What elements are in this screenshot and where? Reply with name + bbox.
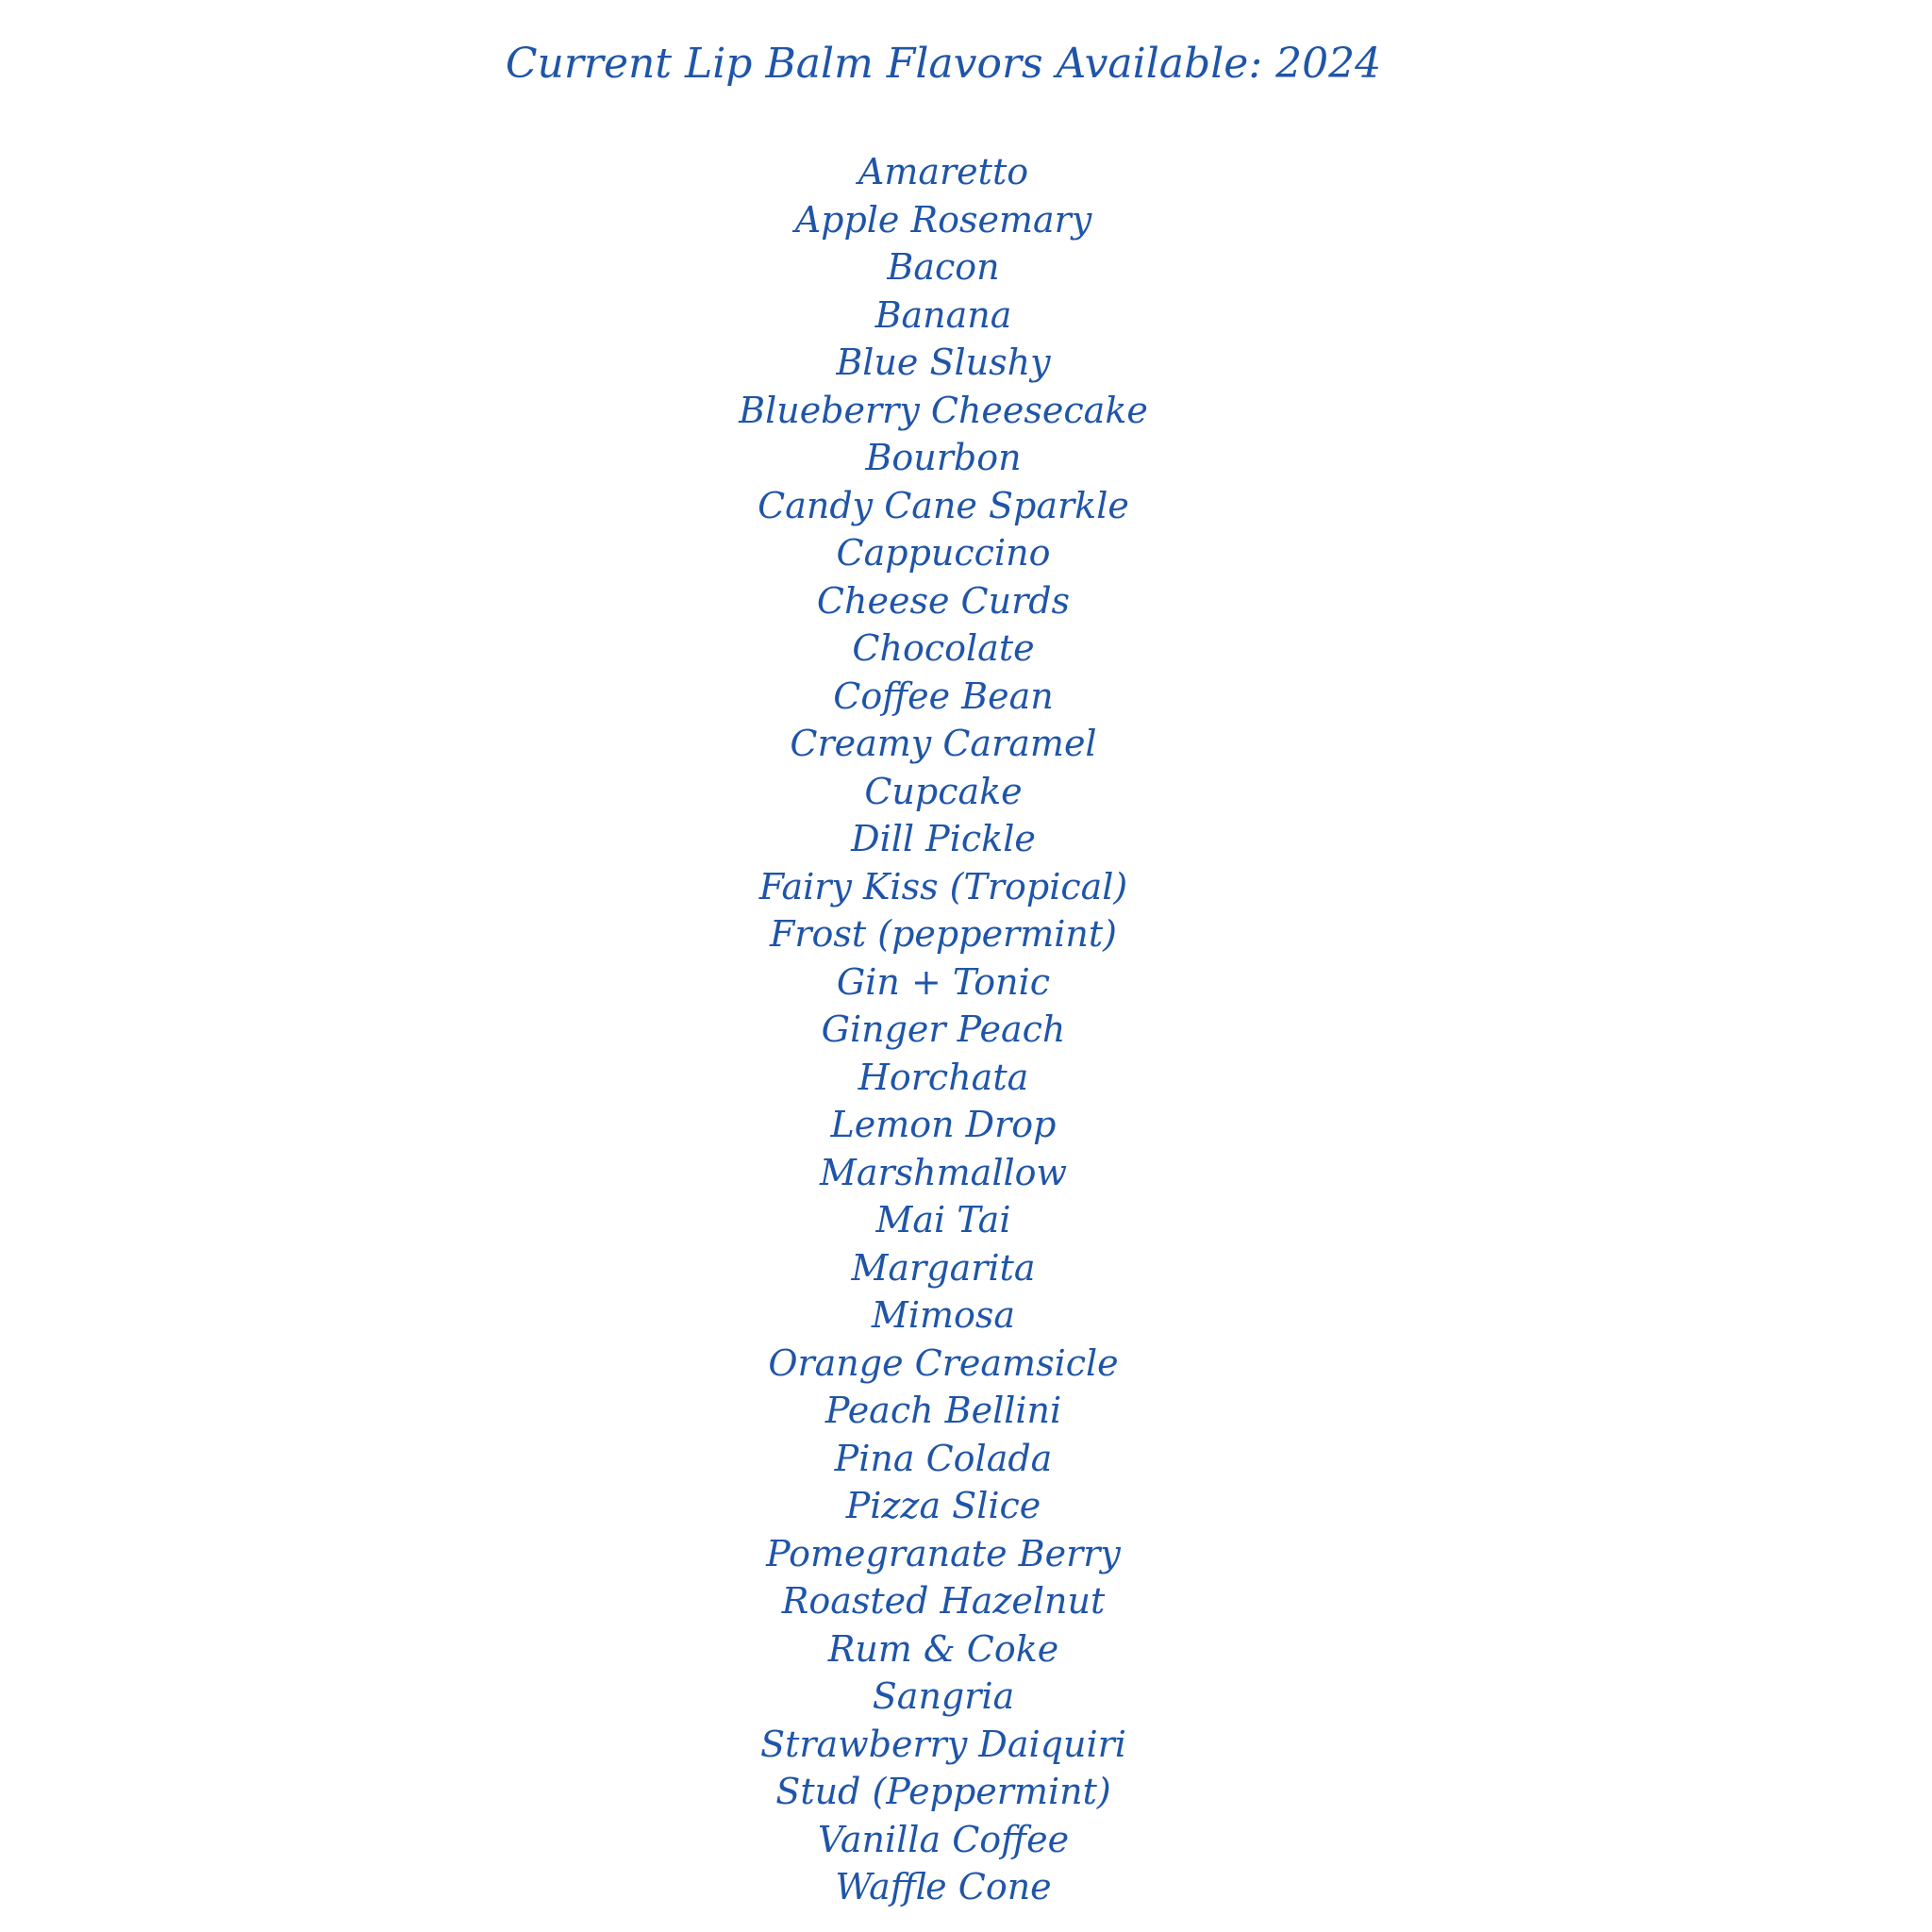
flavor-list — [0, 148, 1887, 1911]
flavor-item: Bourbon — [865, 437, 1022, 478]
flavor-item: Cheese Curds — [816, 579, 1071, 622]
flavor-item: Cappuccino — [836, 532, 1051, 574]
flavor-item: Chocolate — [852, 627, 1035, 669]
flavor-item: Coffee Bean — [833, 675, 1054, 717]
flavor-item: Amaretto — [858, 151, 1029, 192]
flavor-item: Dill Pickle — [851, 818, 1036, 859]
flavor-item: Pizza Slice — [845, 1485, 1041, 1526]
flavor-item: Frost (peppermint) — [770, 913, 1117, 955]
flavor-item: Horchata — [858, 1056, 1029, 1098]
flavor-item: Blue Slushy — [836, 341, 1051, 383]
page-title: Current Lip Balm Flavors Available: 2024 — [505, 40, 1382, 88]
flavor-item: Gin + Tonic — [836, 960, 1051, 1003]
flavor-item: Strawberry Daiquiri — [760, 1723, 1126, 1765]
flavor-item: Orange Creamsicle — [768, 1341, 1119, 1384]
flavor-item: Candy Cane Sparkle — [758, 484, 1129, 526]
flavor-item: Mimosa — [871, 1294, 1016, 1336]
flavor-item: Marshmallow — [819, 1151, 1068, 1193]
flavor-item: Margarita — [851, 1246, 1036, 1289]
flavor-item: Apple Rosemary — [794, 198, 1092, 241]
flavor-item: Banana — [874, 293, 1012, 336]
flavor-item: Vanilla Coffee — [817, 1818, 1070, 1860]
flavor-item: Rum & Coke — [827, 1627, 1059, 1670]
flavor-item: Roasted Hazelnut — [781, 1580, 1106, 1622]
flavor-item: Blueberry Cheesecake — [739, 389, 1148, 431]
flavor-item: Bacon — [887, 246, 1000, 288]
flavor-item: Pomegranate Berry — [766, 1532, 1121, 1574]
flavor-item: Fairy Kiss (Tropical) — [758, 865, 1128, 908]
flavor-item: Stud (Peppermint) — [775, 1771, 1111, 1812]
flavor-item: Pina Colada — [834, 1437, 1053, 1479]
flavor-item: Peach Bellini — [824, 1390, 1062, 1431]
flavor-item: Waffle Cone — [835, 1866, 1052, 1907]
flavor-item: Mai Tai — [875, 1199, 1011, 1241]
flavor-item: Sangria — [872, 1675, 1015, 1717]
flavor-item: Cupcake — [864, 770, 1023, 812]
flavor-item: Lemon Drop — [830, 1104, 1057, 1145]
flavor-item: Creamy Caramel — [790, 723, 1097, 764]
flavor-item: Ginger Peach — [821, 1008, 1066, 1050]
